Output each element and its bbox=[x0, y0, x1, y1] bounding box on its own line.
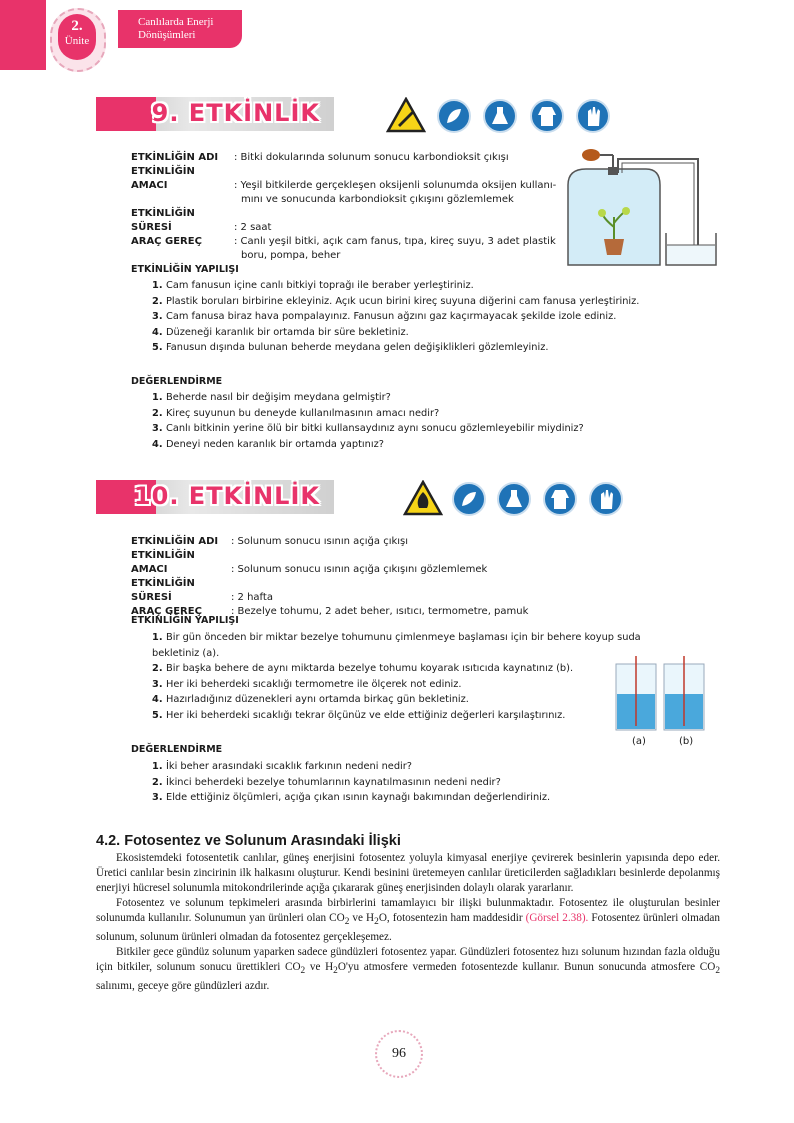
section-body bbox=[96, 851, 720, 994]
warning-fire-icon bbox=[403, 480, 443, 516]
plant-icon bbox=[452, 482, 486, 516]
activity10-eval-list bbox=[152, 759, 712, 806]
list-item: bekletiniz (a). bbox=[152, 647, 220, 659]
activity10-info bbox=[131, 535, 631, 619]
list-item: 2. Bir başka behere de aynı miktarda bezelye tohumu koyarak ısıtıcıda kaynatınız (b). bbox=[152, 663, 574, 674]
name-value: : Bitki dokularında solunum sonucu karbondioksit çıkışı bbox=[234, 152, 509, 163]
tools-label: ARAÇ GEREÇ bbox=[131, 606, 202, 617]
activity10-procedure-heading: ETKİNLİĞİN YAPILIŞI bbox=[131, 615, 239, 626]
list-item: 1. İki beher arasındaki sıcaklık farkının nedeni nedir? bbox=[152, 761, 413, 772]
beakers-illustration bbox=[612, 656, 712, 736]
duration-value: : 2 saat bbox=[234, 222, 272, 233]
activity9-title: 9. ETKİNLİK bbox=[151, 99, 320, 127]
activity9-steps bbox=[152, 278, 712, 356]
tools-label: ARAÇ GEREÇ bbox=[131, 236, 202, 247]
list-item: 5. Her iki beherdeki sıcaklığı tekrar ölçünüz ve elde ettiğiniz değerleri karşılaştırınız. bbox=[152, 709, 566, 721]
list-item: 3. Canlı bitkinin yerine ölü bir bitki kullansaydınız aynı sonucu gözlemleyebilir miydiniz? bbox=[152, 423, 584, 435]
unit-word: Ünite bbox=[64, 35, 90, 47]
lab-coat-icon bbox=[530, 99, 564, 133]
unit-number: 2. bbox=[71, 18, 83, 34]
tools-value-2: boru, pompa, beher bbox=[241, 250, 341, 261]
name-value: : Solunum sonucu ısının açığa çıkışı bbox=[231, 536, 409, 547]
aim-label: ETKİNLİĞİN AMACI bbox=[131, 166, 195, 191]
beaker-a-label: (a) bbox=[632, 736, 646, 747]
activity9-info bbox=[131, 151, 561, 263]
activity9-banner bbox=[96, 97, 334, 131]
figure-reference-link[interactable]: (Görsel 2.38). bbox=[525, 912, 589, 924]
duration-label: ETKİNLİĞİN SÜRESİ bbox=[131, 578, 195, 603]
unit-label bbox=[58, 14, 96, 60]
topic-line-1: Canlılarda Enerji bbox=[138, 16, 214, 28]
list-item: 4. Düzeneği karanlık bir ortamda bir süre bekletiniz. bbox=[152, 326, 409, 338]
list-item: 1. Beherde nasıl bir değişim meydana gelmiştir? bbox=[152, 392, 391, 403]
beaker-b-label: (b) bbox=[679, 736, 694, 747]
paragraph-1: Ekosistemdeki fotosentetik canlılar, güneş enerjisini fotosentez yoluyla kimyasal enerjiye çevirerek besinlerin yapısında depo eder. Üretici canlılar besin zincirinin ilk halkasını oluşturur. Kendi besinini üretemeyen canlılar üreticilerden sağladıkları besinlerde depolanmış enerjiyi hücresel solunumla mitokondrilerinde açığa çıkararak güneş enerjisinden dolaylı olarak yararlanır. bbox=[96, 852, 720, 894]
activity9-eval-heading: DEĞERLENDİRME bbox=[131, 376, 223, 387]
topic-line-2: Dönüşümleri bbox=[138, 29, 196, 41]
aim-value-1: : Yeşil bitkilerde gerçekleşen oksijenli solunumda oksijen kullanı- bbox=[234, 180, 557, 191]
list-item: 4. Hazırladığınız düzenekleri aynı ortamda birkaç gün bekletiniz. bbox=[152, 694, 469, 706]
flask-icon bbox=[483, 99, 517, 133]
header-left-bar bbox=[0, 0, 46, 70]
activity9-eval-list bbox=[152, 390, 712, 452]
activity10-banner bbox=[96, 480, 334, 514]
activity9-procedure-heading: ETKİNLİĞİN YAPILIŞI bbox=[131, 264, 239, 275]
list-item: 1. Cam fanusun içine canlı bitkiyi toprağı ile beraber yerleştiriniz. bbox=[152, 280, 474, 291]
list-item: 3. Elde ettiğiniz ölçümleri, açığa çıkan ısının kaynağı bakımından değerlendiriniz. bbox=[152, 792, 551, 804]
page-number: 96 bbox=[375, 1030, 423, 1078]
list-item: 1. Bir gün önceden bir miktar bezelye tohumunu çimlenmeye başlaması için bir behere koyup suda bbox=[152, 632, 641, 643]
list-item: 2. Plastik boruları birbirine ekleyiniz. Açık ucun birini kireç suyuna diğerini cam fanusa yerleştiriniz. bbox=[152, 295, 640, 307]
list-item: 3. Cam fanusa biraz hava pompalayınız. Fanusun ağzını gaz kaçırmayacak şekilde izole ediniz. bbox=[152, 311, 617, 323]
paragraph-2: Fotosentez ve solunum tepkimeleri arasında birbirlerini tamamlayıcı bir ilişki bulunmaktadır. Fotosentez ile oluşturulan besinler solunumda kullanılır. Solunumun yan ürünleri olan $CO_2$ ve $H_2O$, fotosentezin ham maddesidir (Görsel 2.38). Fotosentez ürünleri olmadan solunum, solunum ürünleri olmadan da fotosentez gerçekleşemez. bbox=[96, 897, 720, 944]
list-item: 5. Fanusun dışında bulunan beherde meydana gelen değişiklikleri gözlemleyiniz. bbox=[152, 342, 549, 354]
name-label: ETKİNLİĞİN ADI bbox=[131, 536, 219, 547]
activity10-eval-heading: DEĞERLENDİRME bbox=[131, 744, 223, 755]
bell-jar-apparatus-illustration bbox=[556, 147, 726, 269]
tools-value-1: : Canlı yeşil bitki, açık cam fanus, tıpa, kireç suyu, 3 adet plastik bbox=[234, 236, 556, 247]
duration-value: : 2 hafta bbox=[231, 592, 273, 603]
paragraph-3: Bitkiler gece gündüz solunum yaparken sadece gündüzleri fotosentez yapar. Gündüzleri fotosentez hızı solunum hızından fazla olduğu için bitkiler, solunum sonucu ürettikleri $CO_2$ ve $H_2O'yu$ atmosfere vermeden fotosentezde kullanır. Bunun sonucunda atmosfere $CO_2$ salınımı, geceye göre gündüzleri azdır. bbox=[96, 946, 720, 993]
duration-label: ETKİNLİĞİN SÜRESİ bbox=[131, 208, 195, 233]
name-label: ETKİNLİĞİN ADI bbox=[131, 152, 219, 163]
activity10-steps-cont bbox=[152, 661, 612, 723]
flask-icon bbox=[497, 482, 531, 516]
tools-value: : Bezelye tohumu, 2 adet beher, ısıtıcı, termometre, pamuk bbox=[231, 606, 529, 617]
aim-value: : Solunum sonucu ısının açığa çıkışını gözlemlemek bbox=[231, 564, 488, 575]
list-item: 2. Kireç suyunun bu deneyde kullanılmasının amacı nedir? bbox=[152, 407, 440, 419]
topic-tab bbox=[118, 10, 242, 48]
lab-coat-icon bbox=[543, 482, 577, 516]
list-item: 4. Deneyi neden karanlık bir ortamda yaptınız? bbox=[152, 438, 384, 450]
gloves-icon bbox=[576, 99, 610, 133]
warning-sharp-icon bbox=[386, 97, 426, 133]
list-item: 2. İkinci beherdeki bezelye tohumlarının kaynatılmasının nedeni nedir? bbox=[152, 776, 501, 788]
gloves-icon bbox=[589, 482, 623, 516]
plant-icon bbox=[437, 99, 471, 133]
aim-value-2: mını ve sonucunda karbondioksit çıkışını gözlemlemek bbox=[241, 194, 514, 205]
list-item: 3. Her iki beherdeki sıcaklığı termometre ile ölçerek not ediniz. bbox=[152, 678, 462, 690]
aim-label: ETKİNLİĞİN AMACI bbox=[131, 550, 195, 575]
section-heading: 4.2. Fotosentez ve Solunum Arasındaki İlişki bbox=[96, 833, 401, 849]
activity10-title: 10. ETKİNLİK bbox=[133, 482, 320, 510]
